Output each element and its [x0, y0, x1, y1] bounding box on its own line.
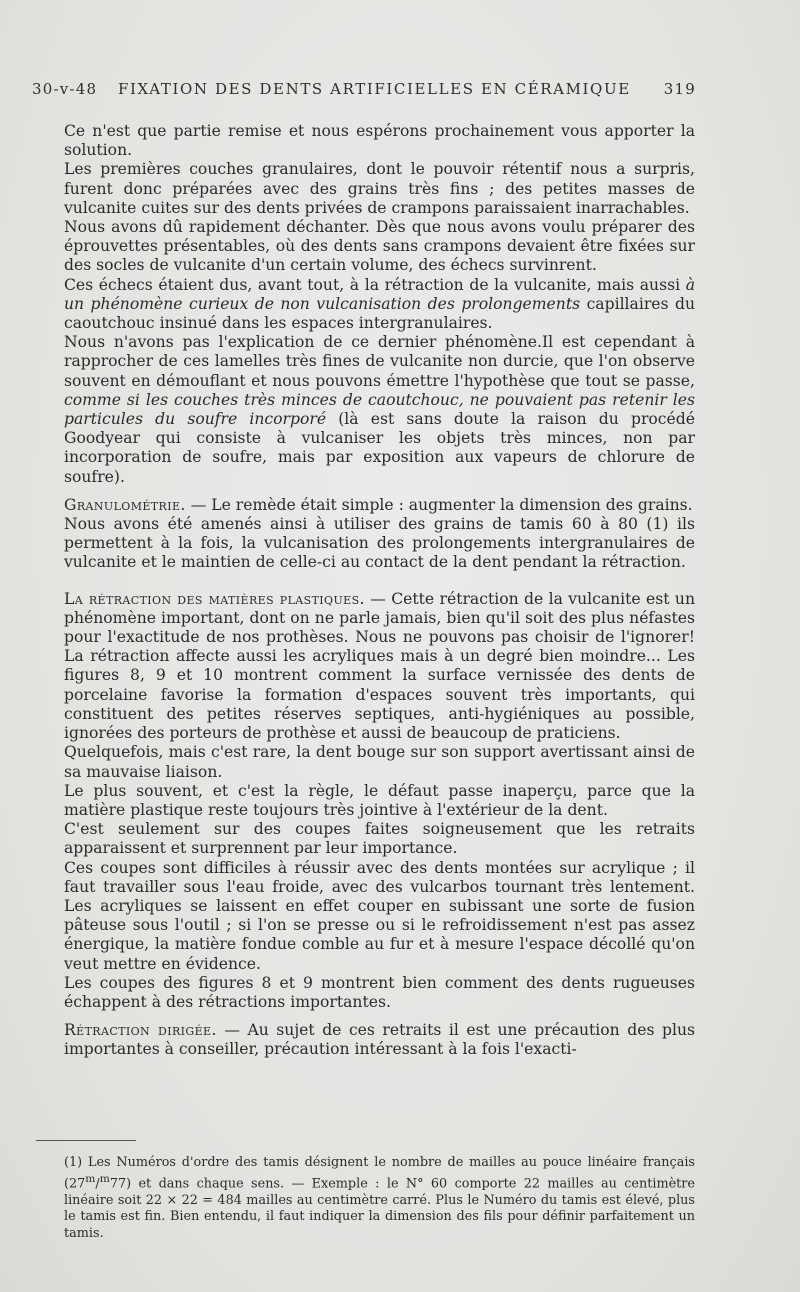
paragraph-9	[64, 743, 695, 781]
footnote-1-sup-1: m	[85, 1172, 96, 1186]
header-date-code: 30-v-48	[32, 80, 98, 98]
paragraph-3-text: Nous avons dû rapidement déchanter. Dès que nous avons voulu préparer des éprouvettes présentables, où des dents sans crampons devaient être fixées sur des socles de vulcanite d'un certain volume, des échecs survinrent.	[64, 218, 695, 275]
footnote-1-text-a: (1) Les Numéros d'ordre des tamis désignent le nombre de mailles au pouce linéaire français (27	[64, 1155, 695, 1192]
footnote-1-text-c: 77) et dans chaque sens. — Exemple : le N° 60 comporte 22 mailles au centimètre linéaire soit 22 × 22 = 484 mailles au centimètre carré. Plus le Numéro du tamis est élevé, plus le tamis est fin. Bien entendu, il faut indiquer la dimension des fils pour définir parfaitement un tamis.	[64, 1176, 695, 1241]
paragraph-6-text: — Le remède était simple : augmenter la dimension des grains.	[185, 495, 693, 514]
paragraph-14-text: — Au sujet de ces retraits il est une précaution des plus importantes à conseiller, précaution intéressant à la fois l'exacti-	[64, 1021, 696, 1059]
running-header	[32, 80, 696, 102]
paragraph-2-text: Les premières couches granulaires, dont le pouvoir rétentif nous a surpris, furent donc préparées avec des grains très fins ; des petites masses de vulcanite cuites sur des dents privées de crampons paraissaient inarrachables.	[64, 160, 695, 217]
paragraph-9-text: Quelquefois, mais c'est rare, la dent bouge sur son support avertissant ainsi de sa mauvaise liaison.	[64, 743, 695, 781]
paragraph-7	[64, 515, 695, 573]
paragraph-4	[64, 276, 695, 334]
paragraph-2	[64, 160, 695, 218]
section-head-retraction: La rétraction des matières plastiques.	[64, 589, 365, 608]
body-text	[64, 122, 695, 1060]
paragraph-5-text-a: Nous n'avons pas l'explication de ce dernier phénomène.Il est cependant à rapprocher de ces lamelles très fines de vulcanite non durcie, que l'on observe souvent en démouflant et nous pouvons émettre l'hypothèse que tout se passe,	[64, 333, 695, 390]
footnote-1	[64, 1155, 695, 1242]
paragraph-13	[64, 974, 695, 1012]
paragraph-3	[64, 218, 695, 276]
paragraph-5	[64, 333, 695, 487]
paragraph-10-text: Le plus souvent, et c'est la règle, le défaut passe inaperçu, parce que la matière plastique reste toujours très jointive à l'extérieur de la dent.	[64, 781, 695, 819]
paragraph-retraction	[64, 590, 695, 744]
paragraph-11	[64, 820, 695, 858]
section-head-granulometrie: Granulométrie.	[64, 495, 186, 514]
paragraph-5-italic: comme si les couches très minces de caoutchouc, ne pouvaient pas retenir les particules du soufre incorporé	[64, 390, 695, 429]
footnote-1-sup-2: m	[99, 1172, 110, 1186]
page-number: 319	[663, 80, 696, 98]
header-title: FIXATION DES DENTS ARTIFICIELLES EN CÉRAMIQUE	[118, 80, 631, 98]
paragraph-4-text-a: Ces échecs étaient dus, avant tout, à la rétraction de la vulcanite, mais aussi	[64, 275, 686, 294]
paragraph-4-italic: à un phénomène curieux de non vulcanisation des prolongements	[64, 275, 695, 313]
paragraph-12-text: Ces coupes sont difficiles à réussir avec des dents montées sur acrylique ; il faut travailler sous l'eau froide, avec des vulcarbos tournant très lentement. Les acryliques se laissent en effet couper en subissant une sorte de fusion pâteuse sous l'outil ; si l'on se presse ou si le refroidissement n'est pas assez énergique, la matière fondue comble au fur et à mesure l'espace décollé qu'on veut mettre en évidence.	[64, 858, 695, 973]
paragraph-12	[64, 859, 695, 974]
paragraph-11-text: C'est seulement sur des coupes faites soigneusement que les retraits apparaissent et surprennent par leur importance.	[64, 820, 695, 858]
paragraph-13-text: Les coupes des figures 8 et 9 montrent bien comment des dents rugueuses échappent à des rétractions importantes.	[64, 973, 695, 1011]
paragraph-4-text-c: capillaires du caoutchouc insinué dans les espaces intergranulaires.	[64, 294, 695, 333]
paragraph-5-text-c: (là est sans doute la raison du procédé Goodyear qui consiste à vulcaniser les objets très minces, non par incorporation de soufre, mais par exposition aux vapeurs de chlorure de soufre).	[64, 410, 695, 486]
paragraph-7-text: Nous avons été amenés ainsi à utiliser des grains de tamis 60 à 80 (1) ils permettent à la fois, la vulcanisation des prolongements intergranulaires de vulcanite et le maintien de celle-ci au contact de la dent pendant la rétraction.	[64, 515, 695, 572]
paragraph-10	[64, 782, 695, 820]
paragraph-1	[64, 122, 695, 160]
paragraph-granulometrie	[64, 496, 695, 515]
footnotes	[64, 1155, 695, 1242]
paragraph-8-text: — Cette rétraction de la vulcanite est un phénomène important, dont on ne parle jamais, bien qu'il soit des plus néfastes pour l'exactitude de nos prothèses. Nous ne pouvons pas choisir de l'ignorer! La rétraction affecte aussi les acryliques mais à un degré bien moindre... Les figures 8, 9 et 10 montrent comment la surface vernissée des dents de porcelaine favorise la formation d'espaces souvent très importants, qui constituent des petites réserves septiques, anti-hygiéniques au possible, ignorées des porteurs de prothèse et aussi de beaucoup de praticiens.	[64, 589, 695, 743]
paragraph-1-text: Ce n'est que partie remise et nous espérons prochainement vous apporter la solution.	[64, 122, 695, 160]
section-head-retraction-dirigee: Rétraction dirigée.	[64, 1021, 217, 1040]
paragraph-retraction-dirigee	[64, 1021, 695, 1059]
footnote-1-slash: /	[95, 1176, 100, 1192]
footnote-divider	[36, 1140, 136, 1141]
